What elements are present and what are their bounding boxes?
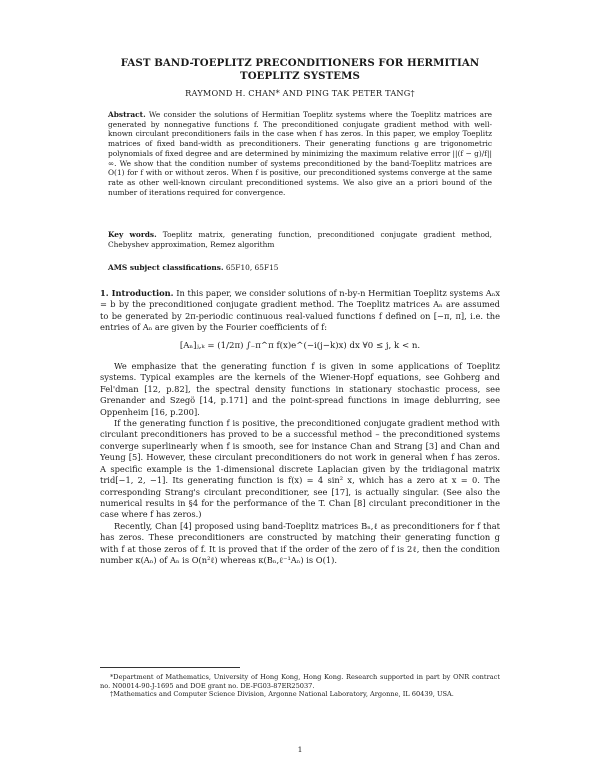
ams-classifications bbox=[108, 263, 492, 273]
footnotes bbox=[100, 673, 500, 699]
ams-label: AMS subject classifications. bbox=[108, 263, 224, 272]
intro-paragraph-4: Recently, Chan [4] proposed using band-Toeplitz matrices Bₙ,ℓ as preconditioners for f that has zeros. These preconditioners are constructed by matching their generating function g with f at those zeros of f. It is proved that if the order of the zero of f is 2ℓ, then the condition number κ(Aₙ) of Aₙ is O(n²ℓ) whereas κ(Bₙ,ℓ⁻¹Aₙ) is O(1). bbox=[100, 520, 500, 565]
footnote-2: †Mathematics and Computer Science Division, Argonne National Laboratory, Argonne, IL 60439, USA. bbox=[110, 690, 454, 699]
paper-title: FAST BAND-TOEPLITZ PRECONDITIONERS FOR HERMITIAN TOEPLITZ SYSTEMS bbox=[120, 57, 480, 82]
page-number: 1 bbox=[297, 745, 303, 754]
ams-text: 65F10, 65F15 bbox=[225, 263, 279, 272]
keywords bbox=[108, 230, 492, 249]
intro-paragraph-1-text: In this paper, we consider solutions of n-by-n Hermitian Toeplitz systems Aₙx = b by the preconditioned conjugate gradient method. The Toeplitz matrices Aₙ are assumed to be generated by 2π-periodic continuous real-valued functions f defined on [−π, π], i.e. the entries of Aₙ are given by the Fourier coefficients of f: bbox=[100, 288, 501, 333]
footnote-rule bbox=[100, 667, 240, 668]
keywords-text: Toeplitz matrix, generating function, preconditioned conjugate gradient method, Chebyshev approximation, Remez algorithm bbox=[108, 230, 493, 249]
abstract bbox=[108, 110, 492, 197]
intro-paragraph-1 bbox=[100, 288, 500, 334]
section-introduction bbox=[100, 288, 500, 566]
section-heading: 1. Introduction. bbox=[100, 288, 174, 298]
intro-paragraph-3: If the generating function f is positive, the preconditioned conjugate gradient method with circulant preconditioners has proved to be a successful method – the preconditioned systems converge superlinearly when f is smooth, see for instance Chan and Strang [3] and Chan and Yeung [5]. However, these circulant preconditioners do not work in general when f has zeros. A specific example is the 1-dimensional discrete Laplacian given by the tridiagonal matrix trid[−1, 2, −1]. Its generating function is f(x) = 4 sin² x, which has a zero at x = 0. The corresponding Strang's circulant preconditioner, see [17], is actually singular. (See also the numerical results in §4 for the performance of the T. Chan [8] circulant preconditioner in the case where f has zeros.) bbox=[100, 418, 500, 520]
equation-fourier-coefficients: [Aₙ]ⱼ,ₖ = (1/2π) ∫₋π^π f(x)e^(−i(j−k)x) dx ∀0 ≤ j, k < n. bbox=[179, 340, 421, 351]
keywords-label: Key words. bbox=[108, 230, 157, 239]
abstract-label: Abstract. bbox=[108, 110, 146, 119]
abstract-text: We consider the solutions of Hermitian Toeplitz systems where the Toeplitz matrices are generated by nonnegative functions f. The preconditioned conjugate gradient method with well-known circulant preconditioners fails in the case when f has zeros. In this paper, we employ Toeplitz matrices of fixed band-width as preconditioners. Their generating functions g are trigonometric polynomials of fixed degree and are determined by minimizing the maximum relative error ||(f − g)/f||∞. We show that the condition number of systems preconditioned by the band-Toeplitz matrices are O(1) for f with or without zeros. When f is positive, our preconditioned systems converge at the same rate as other well-known circulant preconditioned systems. We also give an a priori bound of the number of iterations required for convergence. bbox=[108, 110, 492, 197]
paper-authors: RAYMOND H. CHAN* AND PING TAK PETER TANG† bbox=[185, 88, 415, 98]
footnote-1: *Department of Mathematics, University of Hong Kong, Hong Kong. Research supported in part by ONR contract no. N00014-90-J-1695 and DOE grant no. DE-FG03-87ER25037. bbox=[100, 673, 500, 690]
intro-paragraph-2: We emphasize that the generating function f is given in some applications of Toeplitz systems. Typical examples are the kernels of the Wiener-Hopf equations, see Gohberg and Fel'dman [12, p.82], the spectral density functions in stationary stochastic process, see Grenander and Szegö [14, p.171] and the point-spread functions in image deblurring, see Oppenheim [16, p.200]. bbox=[100, 361, 500, 417]
